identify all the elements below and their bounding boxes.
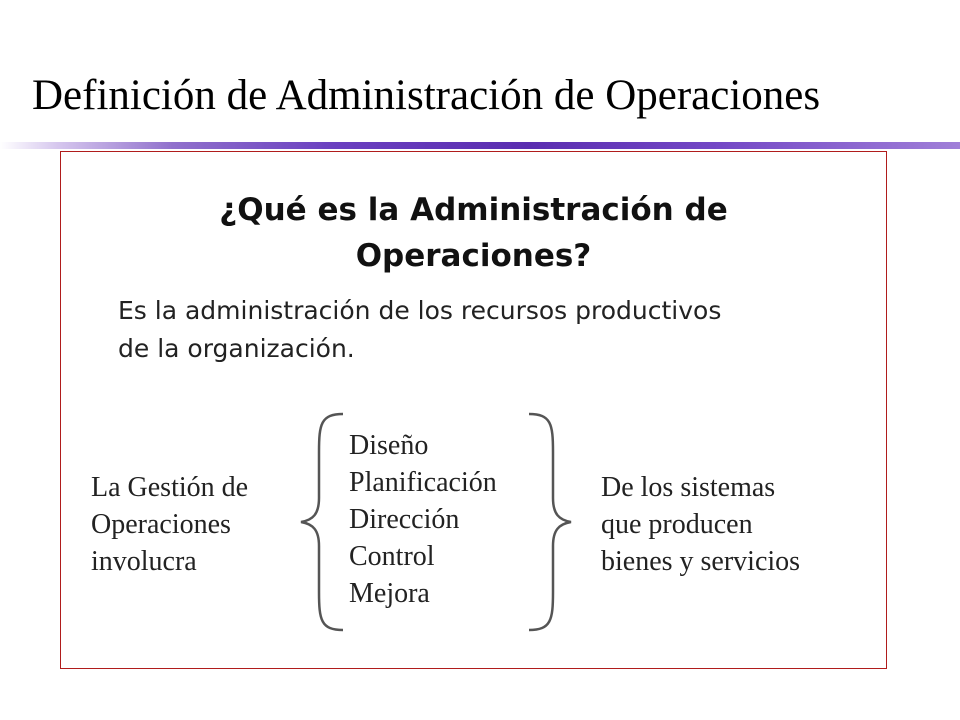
definition-line-2: de la organización. (118, 334, 355, 363)
left-phrase-line: involucra (91, 546, 197, 577)
right-phrase-line: que producen (601, 509, 753, 540)
right-phrase-line: De los sistemas (601, 472, 776, 503)
activity-item: Planificación (349, 467, 497, 498)
right-phrase-line: bienes y servicios (601, 546, 801, 577)
activity-item: Mejora (349, 578, 430, 609)
left-phrase (91, 469, 248, 580)
definition-line-1: Es la administración de los recursos productivos (118, 296, 722, 325)
right-brace-icon (525, 410, 575, 634)
left-brace-icon (297, 410, 347, 634)
question-title-line-1: ¿Qué es la Administración de (219, 192, 728, 228)
activity-item: Dirección (349, 504, 460, 535)
activities-list (349, 427, 497, 612)
left-phrase-line: Operaciones (91, 509, 231, 540)
right-phrase (601, 469, 800, 580)
left-phrase-line: La Gestión de (91, 472, 249, 503)
activity-item: Control (349, 541, 435, 572)
content-image-box (60, 151, 887, 669)
definition-text (118, 292, 858, 368)
slide-title: Definición de Administración de Operaciones (32, 72, 821, 119)
activity-item: Diseño (349, 430, 429, 461)
question-title-line-2: Operaciones? (355, 238, 592, 274)
title-divider (0, 142, 960, 149)
